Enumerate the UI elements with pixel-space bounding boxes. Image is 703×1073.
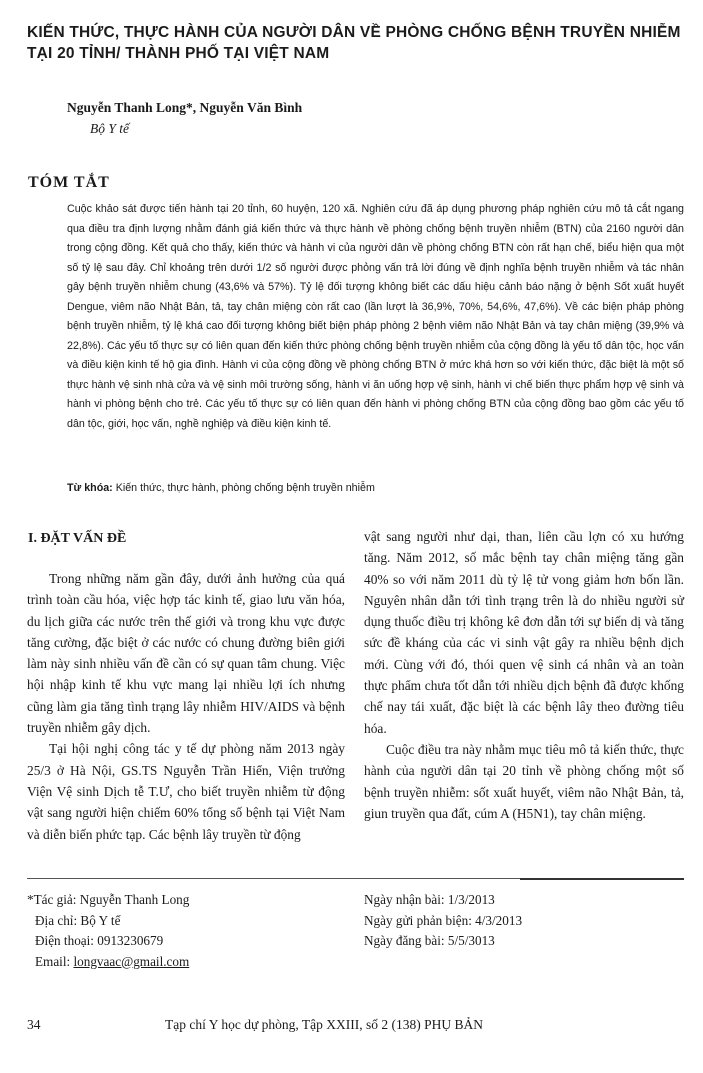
authors: Nguyễn Thanh Long*, Nguyễn Văn Bình [67,100,303,115]
left-column [27,568,345,845]
footnote-phone: Điện thoại: 0913230679 [35,933,164,948]
review-date: Ngày gửi phản biện: 4/3/2013 [364,912,523,928]
author-footnote [27,890,189,972]
email-link[interactable]: longvaac@gmail.com [73,953,190,969]
paragraph: vật sang người như dại, than, liên cầu lợn có xu hướng tăng. Năm 2012, số mắc bệnh tay chân miệng tăng gần 40% so với năm 2011 dù tỷ lệ tử vong giảm hơn bốn lần. Nguyên nhân dẫn tới tình trạng trên là do nhiều người sử dụng thuốc điều trị không kê đơn dẫn tới sự biến dị và tăng sức đề kháng của các vi sinh vật gây ra nhiều bệnh dịch mới. Cùng với đó, thói quen vệ sinh cá nhân và an toàn thực phẩm chưa tốt dẫn tới nhiều dịch bệnh đã được khống chế nay tái xuất, đặc biệt là các bệnh lây theo đường tiêu hóa. [364,529,684,736]
paragraph: Trong những năm gần đây, dưới ảnh hưởng của quá trình toàn cầu hóa, việc hợp tác kinh tế, giao lưu văn hóa, du lịch giữa các nước trên thế giới và trong khu vực được tăng cường, đặc biệt ở các nước có chung đường biên giới làm này sinh nhiều vấn đề cần có sự quan tâm chung. Việc hội nhập kinh tế khu vực mang lại nhiều lợi ích nhưng cũng làm gia tăng tình trạng lây nhiễm HIV/AIDS và bệnh truyền nhiễm gây dịch. [27,571,345,736]
abstract-body: Cuộc khảo sát được tiến hành tại 20 tỉnh, 60 huyện, 120 xã. Nghiên cứu đã áp dụng phương pháp nghiên cứu mô tả cắt ngang qua điều tra định lượng nhằm đánh giá kiến thức và thực hành về phòng chống bệnh truyền nhiễm (BTN) của 2160 người dân trong cộng đồng. Kết quả cho thấy, kiến thức và hành vi của người dân về phòng chống BTN còn rất hạn chế, biểu hiện qua một số tỷ lệ sau đây. Chỉ khoảng trên dưới 1/2 số người được phỏng vấn trả lời đúng về định nghĩa bệnh truyền nhiễm và tác nhân gây bệnh truyền nhiễm chung (43,6% và 57%). Tỷ lệ đối tượng không biết các dấu hiệu cảnh báo nặng ở bệnh Sốt xuất huyết Dengue, viêm não Nhật Bản, tả, tay chân miệng còn rất cao (lần lượt là 36,9%, 70%, 54,6%, 47,6%). Về các biện pháp phòng bệnh truyền nhiễm, tỷ lệ khá cao đối tượng không biết biện pháp phòng 2 bệnh viêm não Nhật Bản và tay chân miệng (39,9% và 22,8%). Các yếu tố thực sự có liên quan đến kiến thức phòng chống bệnh truyền nhiễm của cộng đồng là yếu tố dân tộc, học vấn và điều kiện kinh tế hộ gia đình. Hành vi của cộng đồng về phòng chống BTN ở mức khá hơn so với kiến thức, đặc biệt là một số thực hành vệ sinh nhà cửa và vệ sinh môi trường sống, hành vi ăn uống hợp vệ sinh, hành vi chế biến thực phẩm hợp vệ sinh và hành vi phòng bệnh cho trẻ. Các yếu tố thực sự có liên quan đến hành vi phòng chống BTN của cộng đồng bao gồm các yếu tố dân tộc, giới, học vấn, nghề nghiệp và điều kiện kinh tế. [67,203,684,431]
footnote-divider-accent [520,878,684,880]
publish-date: Ngày đăng bài: 5/5/3013 [364,933,495,948]
abstract-heading: TÓM TẮT [28,174,110,191]
paper-title: KIẾN THỨC, THỰC HÀNH CỦA NGƯỜI DÂN VỀ PHÒNG CHỐNG BỆNH TRUYỀN NHIỄM TẠI 20 TỈNH/ THÀNH PHỐ TẠI VIỆT NAM [27,24,681,62]
footnote-address: Địa chỉ: Bộ Y tế [35,912,121,928]
affiliation: Bộ Y tế [90,121,129,136]
footnote-email [27,952,189,973]
section-heading: I. ĐẶT VẤN ĐỀ [28,531,127,546]
keywords-label: Từ khóa: [67,482,113,494]
footnote-author: *Tác giả: Nguyễn Thanh Long [27,892,190,907]
journal-footer: Tạp chí Y học dự phòng, Tập XXIII, số 2 (138) PHỤ BẢN [165,1017,484,1032]
dates-footnote [364,890,522,952]
keywords-text: Kiến thức, thực hành, phòng chống bệnh truyền nhiễm [115,482,375,494]
right-column [364,526,684,824]
email-label: Email: [35,953,74,969]
page-number: 34 [27,1017,41,1032]
paragraph: Tại hội nghị công tác y tế dự phòng năm 2013 ngày 25/3 ở Hà Nội, GS.TS Nguyễn Trần Hiển, Viện trưởng Viện Vệ sinh Dịch tễ T.Ư, cho biết truyền nhiễm từ động vật sang người hiện chiếm 60% tổng số bệnh tại Việt Nam và diễn biến phức tạp. Các bệnh lây truyền từ động [27,741,345,842]
keywords [67,482,684,494]
received-date: Ngày nhận bài: 1/3/2013 [364,892,495,907]
paragraph: Cuộc điều tra này nhằm mục tiêu mô tả kiến thức, thực hành của người dân tại 20 tỉnh về phòng chống một số bệnh truyền nhiễm: sốt xuất huyết, viêm não Nhật Bản, tả, giun truyền qua đất, cúm A (H5N1), tay chân miệng. [364,741,684,821]
